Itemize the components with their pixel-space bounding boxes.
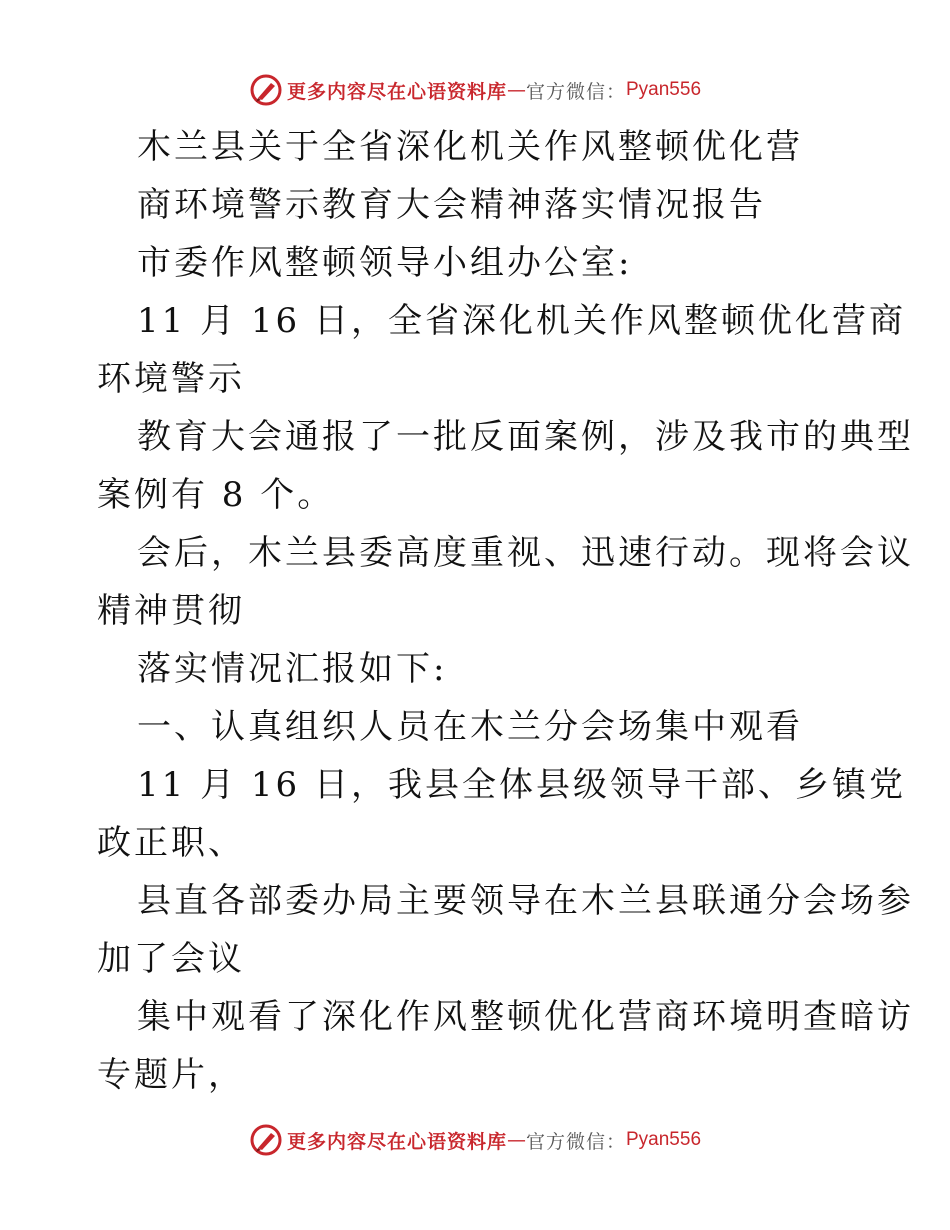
banner-separator: — xyxy=(506,1129,526,1151)
doc-line-12: 11 月 16 日，我县全体县级领导干部、乡镇党 xyxy=(137,765,906,805)
doc-line-5: 环境警示 xyxy=(97,359,245,399)
doc-line-13: 政正职、 xyxy=(97,823,245,863)
doc-line-3: 市委作风整顿领导小组办公室: xyxy=(137,243,633,283)
doc-line-8: 会后，木兰县委高度重视、迅速行动。现将会议 xyxy=(137,533,914,573)
header-banner xyxy=(0,70,950,110)
doc-line-2: 商环境警示教育大会精神落实情况报告 xyxy=(137,185,766,225)
doc-line-11: 一、认真组织人员在木兰分会场集中观看 xyxy=(137,707,803,747)
doc-line-9: 精神贯彻 xyxy=(97,591,245,631)
wechat-label: 官方微信： xyxy=(525,80,626,103)
doc-line-10: 落实情况汇报如下: xyxy=(137,649,448,689)
doc-line-1: 木兰县关于全省深化机关作风整顿优化营 xyxy=(137,127,803,167)
pen-logo-icon xyxy=(249,1123,283,1157)
banner-separator: — xyxy=(506,79,526,101)
wechat-id: Pyan556 xyxy=(626,79,702,100)
doc-line-6: 教育大会通报了一批反面案例，涉及我市的典型 xyxy=(137,417,914,457)
wechat-id: Pyan556 xyxy=(626,1129,702,1150)
site-name: 更多内容尽在心语资料库 xyxy=(286,1130,507,1153)
doc-line-15: 加了会议 xyxy=(97,939,245,979)
doc-line-4: 11 月 16 日，全省深化机关作风整顿优化营商 xyxy=(137,301,906,341)
site-name: 更多内容尽在心语资料库 xyxy=(286,80,507,103)
doc-line-14: 县直各部委办局主要领导在木兰县联通分会场参 xyxy=(137,881,914,921)
footer-banner xyxy=(0,1120,950,1160)
doc-line-17: 专题片， xyxy=(97,1055,245,1095)
doc-line-16: 集中观看了深化作风整顿优化营商环境明查暗访 xyxy=(137,997,914,1037)
doc-line-7: 案例有 8 个。 xyxy=(97,475,335,515)
pen-logo-icon xyxy=(249,73,283,107)
wechat-label: 官方微信： xyxy=(525,1130,626,1153)
